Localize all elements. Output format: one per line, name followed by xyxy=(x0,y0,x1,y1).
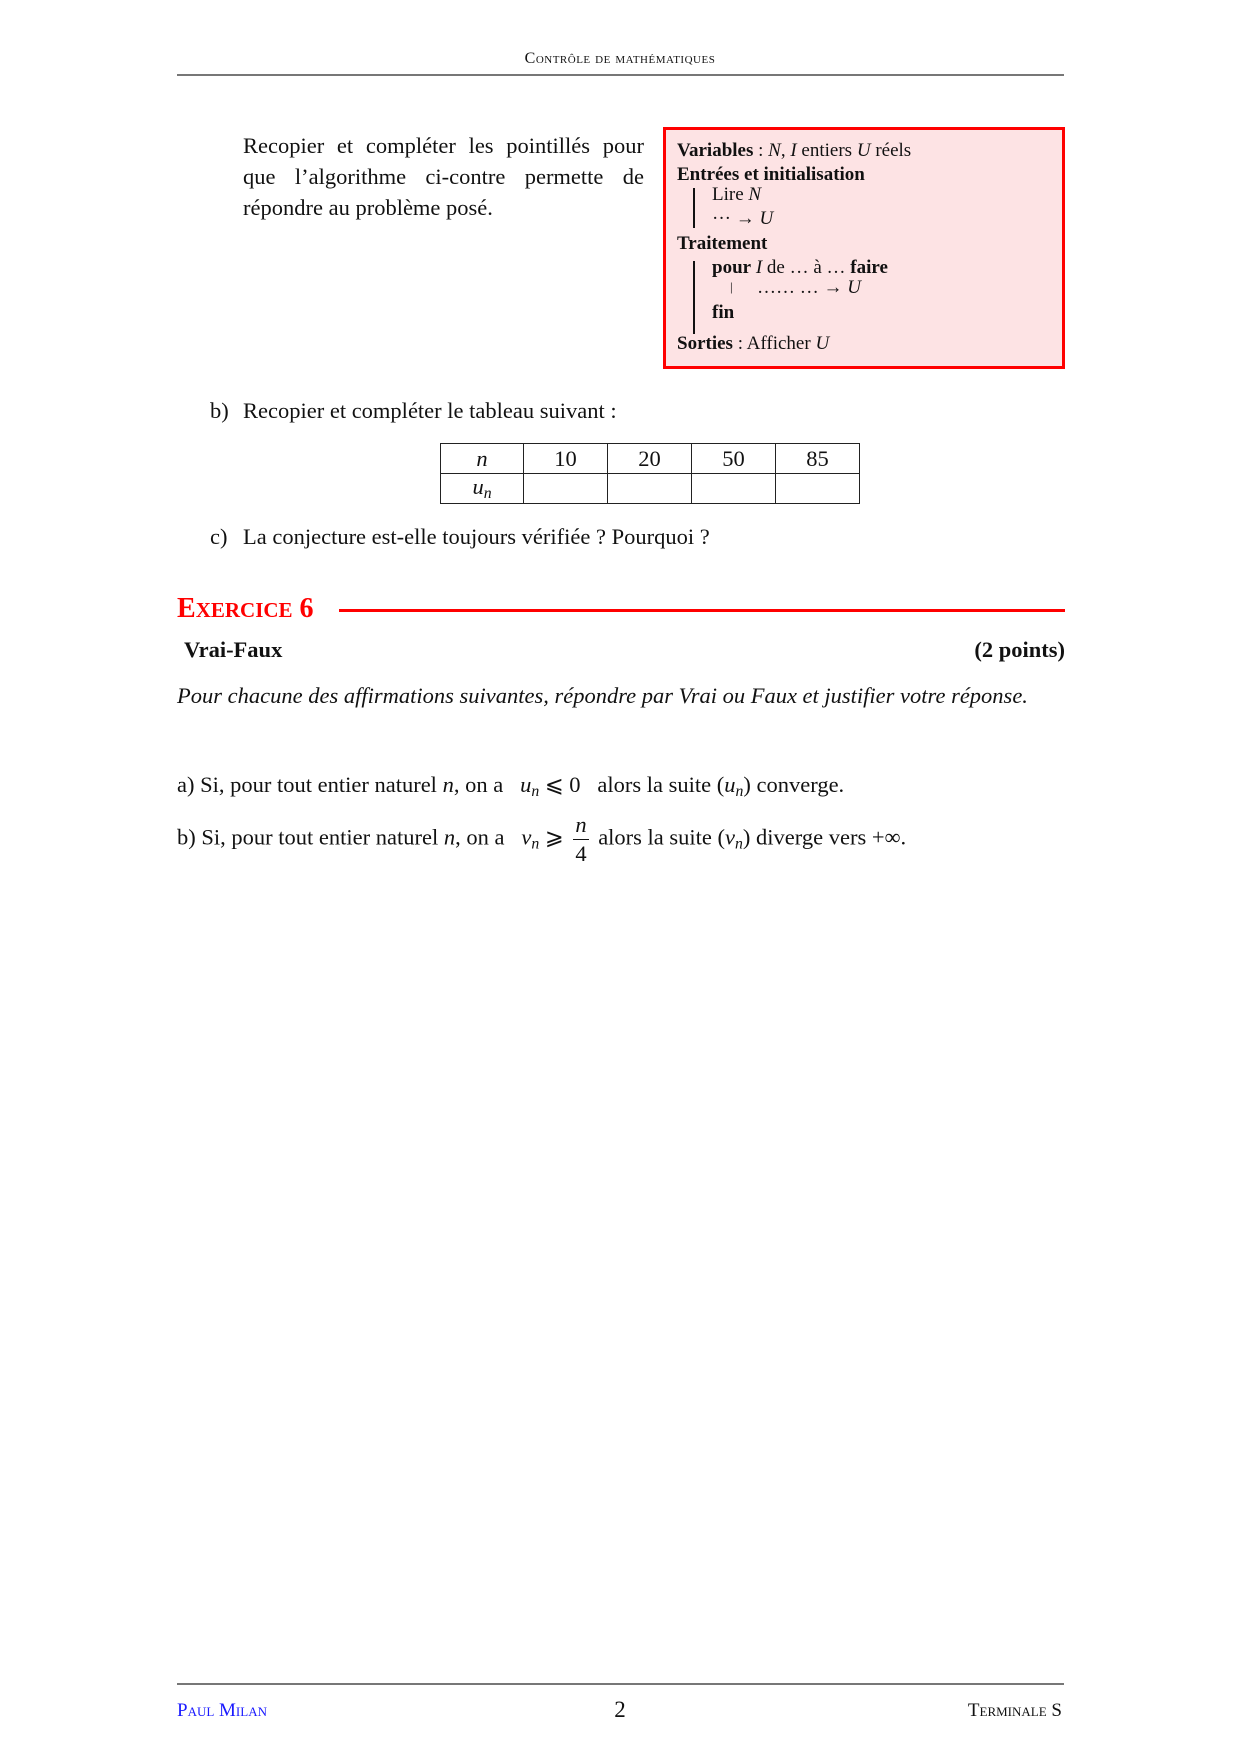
fraction-numerator: n xyxy=(573,814,588,840)
table-cell-blank xyxy=(524,474,608,504)
item-label: b) xyxy=(177,824,196,850)
math-sub: n xyxy=(531,783,540,800)
exercise-points: (2 points) xyxy=(974,637,1065,662)
statement-text: ) diverge vers +∞. xyxy=(742,824,907,850)
algo-inputs-heading xyxy=(677,164,865,186)
table-row xyxy=(441,444,860,474)
seq-var: u xyxy=(724,772,736,797)
algo-variables-label: Variables xyxy=(677,140,754,161)
values-table xyxy=(440,443,860,504)
output-text: Afficher xyxy=(746,333,816,354)
algo-processing-label: Traitement xyxy=(677,233,768,254)
intro-paragraph: Recopier et compléter les pointillés pour que l’algorithme ci-contre permette de répondre au problème posé. xyxy=(243,133,644,220)
end-keyword: fin xyxy=(712,302,735,323)
type-int: entiers xyxy=(796,140,857,161)
question-c xyxy=(210,524,710,550)
table-cell: 20 xyxy=(608,444,692,474)
exercise-rule xyxy=(339,609,1065,612)
var-n: n xyxy=(442,772,454,797)
row-header-un xyxy=(441,474,524,504)
question-b xyxy=(210,398,617,424)
init-var: U xyxy=(759,208,774,229)
exercise-instructions: Pour chacune des affirmations suivantes, répondre par Vrai ou Faux et justifier votre réponse. xyxy=(177,683,1028,708)
footer-rule xyxy=(177,1683,1064,1685)
sep: : xyxy=(732,333,747,354)
exercise-subtitle: Vrai-Faux xyxy=(184,637,283,662)
algo-output-line xyxy=(677,333,829,355)
table-cell: 85 xyxy=(776,444,860,474)
exercise-title-initial: E xyxy=(177,593,196,624)
algo-variables-line xyxy=(677,140,911,162)
statement-text: ) converge. xyxy=(743,772,845,797)
sep: , xyxy=(780,140,791,161)
var-i: I xyxy=(790,140,797,161)
table-row xyxy=(441,474,860,504)
do-keyword: faire xyxy=(850,257,888,278)
var-n: n xyxy=(443,824,456,850)
n-symbol: n xyxy=(476,445,488,471)
loop-dots: …… … → xyxy=(757,277,848,298)
read-var: N xyxy=(748,184,762,205)
seq-sub: n xyxy=(735,783,744,800)
algo-processing-heading xyxy=(677,233,767,255)
statement-text: Si, pour tout entier naturel xyxy=(200,772,443,797)
var-u: U xyxy=(856,140,871,161)
init-dots: ··· → xyxy=(712,208,760,229)
statement-text: , on a xyxy=(455,824,505,850)
algo-inputs-label: Entrées et initialisation xyxy=(677,164,865,185)
statement-text: alors la suite ( xyxy=(598,824,726,850)
exercise-title-rest: XERCICE xyxy=(195,598,293,622)
statement-text: Si, pour tout entier naturel xyxy=(201,824,444,850)
algorithm-box xyxy=(663,127,1065,369)
u-symbol: u xyxy=(472,474,484,499)
item-text: Recopier et compléter le tableau suivant : xyxy=(243,398,617,423)
algo-end-line xyxy=(712,302,734,324)
statement-a xyxy=(177,772,844,801)
loop-bar: | xyxy=(730,279,733,294)
math-var: v xyxy=(521,824,532,850)
table-cell: 10 xyxy=(524,444,608,474)
fraction-denominator: 4 xyxy=(575,840,587,866)
math-relation: ⩽ 0 xyxy=(539,772,581,797)
for-var: I xyxy=(755,257,763,278)
table-cell: 50 xyxy=(692,444,776,474)
for-range: de … à … xyxy=(762,257,851,278)
algo-init-line xyxy=(712,208,773,230)
item-label: b) xyxy=(210,398,229,423)
block-bar xyxy=(693,188,695,228)
statement-text: , on a xyxy=(453,772,504,797)
math-sub: n xyxy=(531,835,540,853)
type-real: réels xyxy=(870,140,912,161)
header-rule xyxy=(177,74,1064,76)
statement-text: alors la suite ( xyxy=(597,772,725,797)
footer-author: Paul Milan xyxy=(177,1700,267,1721)
output-var: U xyxy=(815,333,830,354)
read-text: Lire xyxy=(712,184,749,205)
loop-var: U xyxy=(847,277,861,298)
for-keyword: pour xyxy=(712,257,752,278)
seq-sub: n xyxy=(735,835,743,853)
footer-page-number: 2 xyxy=(614,1697,626,1722)
block-bar xyxy=(693,261,695,334)
table-cell-blank xyxy=(608,474,692,504)
algo-for-line xyxy=(712,257,888,279)
fraction xyxy=(573,814,588,865)
footer-level: Terminale S xyxy=(967,1700,1062,1721)
math-var: u xyxy=(520,772,532,797)
u-subscript: n xyxy=(483,485,492,502)
statement-b xyxy=(177,814,906,865)
algo-output-label: Sorties xyxy=(677,333,733,354)
table-cell-blank xyxy=(692,474,776,504)
math-relation: ⩾ xyxy=(539,824,564,850)
exercise-title xyxy=(177,593,314,625)
item-text: La conjecture est-elle toujours vérifiée ? Pourquoi ? xyxy=(243,524,710,549)
item-label: c) xyxy=(210,524,228,549)
algo-loop-body xyxy=(757,277,861,299)
table-cell-blank xyxy=(776,474,860,504)
row-header-n xyxy=(441,444,524,474)
page-header-title: Contrôle de mathématiques xyxy=(524,50,716,67)
sep: : xyxy=(753,140,769,161)
var-n: N xyxy=(768,140,781,161)
item-label: a) xyxy=(177,772,195,797)
algo-read-line xyxy=(712,184,761,206)
seq-var: v xyxy=(725,824,736,850)
exercise-number: 6 xyxy=(299,593,314,624)
